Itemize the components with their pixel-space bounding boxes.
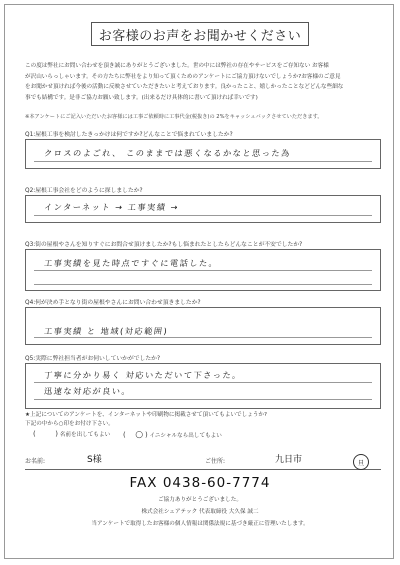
- privacy-notice: 当アンケートで取得したお客様の個人情報は関係法規に基づき厳正に管理いたします。: [91, 521, 309, 527]
- question-1-answer: クロスのよごれ、 このままでは悪くなるかなと思った為: [43, 148, 292, 158]
- question-2-answer: インターネット → 工事実績 →: [43, 202, 180, 212]
- intro-line: この度は弊社にお問い合わせを頂き誠にありがとうございました。世の中には弊社の存在やサービスをご存知ない お客様: [25, 63, 329, 69]
- intro-text: [25, 61, 383, 103]
- page-title: お客様のお声をお聞かせください: [91, 22, 309, 46]
- intro-line: をお聞かせ頂ければ今後の活動に反映させていただきたいと考えております。良かったこと、嬉しかったことなどどんな些細な: [25, 84, 344, 91]
- option-bracket: (: [33, 430, 36, 438]
- name-value: S様: [87, 455, 102, 465]
- question-3-label: Q3:街の屋根やさんを知りすぐにお問合せ頂けましたか?もし悩まれたとしたらどんなことが不安でしたか?: [25, 242, 303, 248]
- question-5-label: Q5:実際に弊社担当者がお伺いしていかがでしたか?: [25, 356, 161, 362]
- question-3-answer: 工事実績を見た時点ですぐに電話した。: [43, 258, 219, 268]
- answer-rule: [34, 270, 372, 271]
- question-1-label: Q1:屋根工事を検討したきっかけは何ですか?どんなことで悩まれていましたか?: [25, 132, 233, 138]
- cashback-note: ※本アンケートにご記入いただいたお客様には工事ご依頼時に工事代金(税抜き)の 2%をキャッシュバックさせていただきます。: [25, 114, 323, 120]
- question-5-answer-line-1: 丁寧に分かり易く 対応いただいて下さった。: [43, 370, 243, 380]
- option-initial-ok[interactable]: [123, 430, 222, 440]
- consent-question: ★上記についてのアンケートを、インターネットや印刷物に掲載させて頂いてもよいでしょうか?: [25, 412, 267, 418]
- answer-rule: [34, 337, 372, 338]
- question-2-answer-box[interactable]: [25, 195, 381, 223]
- option-name-label: 名前を出してもよい: [59, 432, 111, 438]
- address-value: 九日市: [275, 455, 303, 465]
- answer-rule: [34, 382, 372, 383]
- question-4-answer-box[interactable]: [25, 307, 381, 345]
- question-4-answer: 工事実績 と 地域(対応範囲): [43, 326, 169, 336]
- question-5-answer-box[interactable]: [25, 363, 381, 409]
- selected-circle-mark: ○: [135, 430, 144, 440]
- option-bracket: (: [123, 431, 126, 439]
- option-bracket: ): [144, 431, 148, 439]
- address-label: ご住所:: [205, 458, 226, 465]
- survey-sheet: [4, 4, 394, 559]
- name-label: お名前:: [25, 458, 46, 465]
- option-name-ok[interactable]: [33, 430, 110, 438]
- company-name: 株式会社シェアテック 代表取締役 大久保 誠二: [141, 509, 259, 515]
- customer-info-row: [25, 450, 381, 470]
- question-3-answer-box[interactable]: [25, 249, 381, 291]
- hanko-seal-icon: 旦: [353, 454, 369, 470]
- intro-line: が沢山いらっしゃいます。その方たちに弊社をより知って頂くためのアンケートにご協力頂けないでしょうか?お客様のご意見: [25, 73, 341, 80]
- answer-rule: [34, 215, 372, 216]
- answer-rule: [34, 161, 372, 162]
- fax-number: FAX 0438-60-7774: [129, 475, 271, 491]
- option-initial-label: イニシャルなら出してもよい: [149, 433, 222, 439]
- option-bracket: ): [55, 430, 59, 438]
- question-4-label: Q4:何が決め手となり街の屋根やさんにお問い合わせ頂きましたか?: [25, 300, 201, 306]
- question-2-label: Q2:屋根工事会社をどのように探しましたか?: [25, 188, 143, 194]
- thanks-text: ご協力ありがとうございました。: [158, 497, 242, 503]
- answer-rule: [34, 284, 372, 285]
- consent-instruction: 下記の中から○印をお付け下さい。: [25, 421, 114, 427]
- answer-rule: [34, 399, 372, 400]
- question-1-answer-box[interactable]: [25, 139, 381, 169]
- intro-line: 事でも結構です。是非ご協力お願い致します。(出来るだけ具体的に書いて頂ければ幸いです): [25, 94, 258, 101]
- question-5-answer-line-2: 迅速な対応が良い。: [43, 386, 132, 396]
